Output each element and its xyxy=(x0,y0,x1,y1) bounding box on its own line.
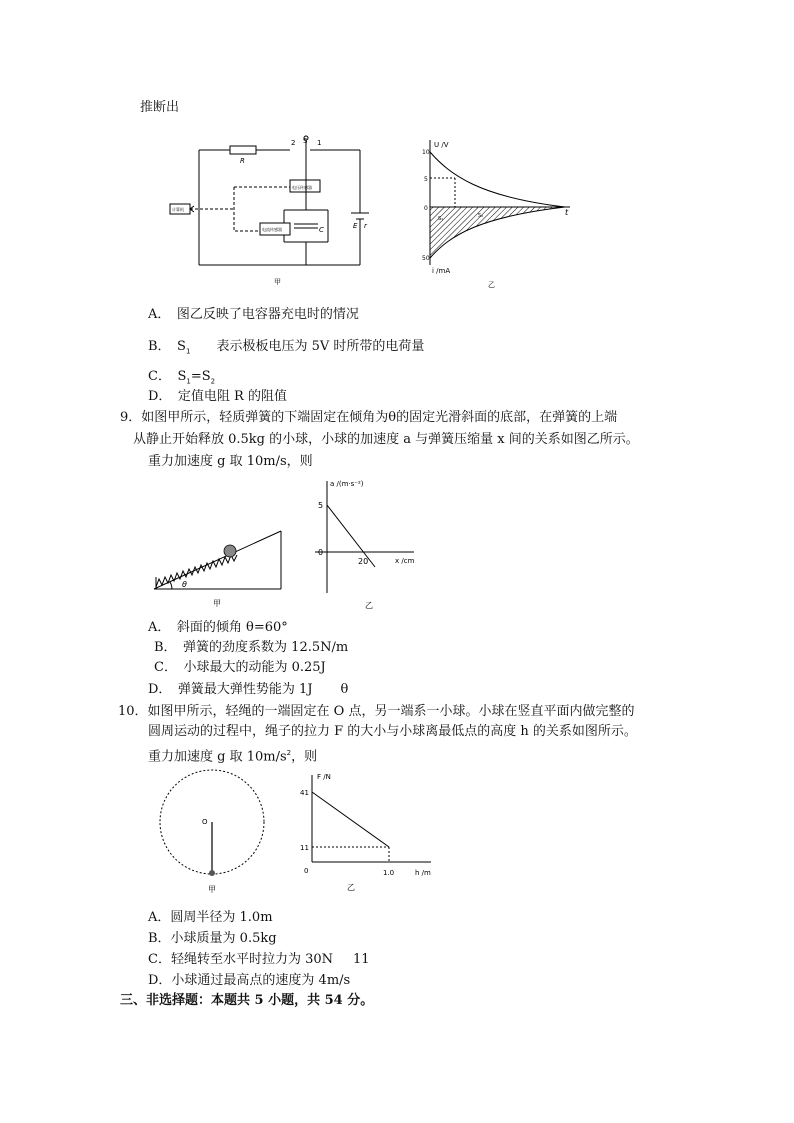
f-axis-label: F /N xyxy=(317,773,331,781)
computer-label: 计算机 xyxy=(172,207,184,212)
q10-option-d[interactable]: D．小球通过最高点的速度为 4m/s xyxy=(148,973,351,988)
q10-option-b[interactable]: B．小球质量为 0.5kg xyxy=(148,931,277,946)
o-point-label: O xyxy=(202,818,208,826)
q9-option-b[interactable]: B． 弹簧的劲度系数为 12.5N/m xyxy=(154,640,349,655)
s1-label: S₁ xyxy=(438,216,444,222)
voltage-sensor-label: 电压传感器 xyxy=(292,185,312,190)
caption-jia-1: 甲 xyxy=(274,278,281,286)
q8-option-d[interactable]: D． 定值电阻 R 的阻值 xyxy=(148,389,287,404)
f-tick-41: 41 xyxy=(300,789,309,797)
h-axis-label: h /m xyxy=(415,869,431,877)
q9-option-c[interactable]: C． 小球最大的动能为 0.25J xyxy=(154,660,326,675)
q10-stem-line3: 重力加速度 g 取 $10m/s^2$，则 xyxy=(148,749,318,765)
switch-pos1: 1 xyxy=(317,139,322,147)
q10-stem-line2: 圆周运动的过程中，绳子的拉力 F 的大小与小球离最低点的高度 h 的关系如图所示。 xyxy=(148,724,637,739)
q9-stem-line3: 重力加速度 g 取 10m/s，则 xyxy=(148,454,313,469)
q10-option-a[interactable]: A．圆周半径为 1.0m xyxy=(148,910,273,925)
i-axis-label: i /mA xyxy=(432,267,451,275)
q10-option-c[interactable]: C．轻绳转至水平时拉力为 30N 11 xyxy=(148,952,370,967)
intro-text: 推断出 xyxy=(140,100,180,115)
q9-stem-line2: 从静止开始释放 0.5kg 的小球，小球的加速度 a 与弹簧压缩量 x 间的关系如图乙所示。 xyxy=(133,432,639,447)
caption-jia-3: 甲 xyxy=(208,885,216,894)
u-tick-0: 0 xyxy=(424,205,428,212)
q8-option-b[interactable]: B． $S_1$ 表示极板电压为 5V 时所带的电荷量 xyxy=(148,339,425,356)
x-tick-20: 20 xyxy=(358,557,369,566)
t-axis-label: t xyxy=(565,208,569,217)
ui-graph xyxy=(420,135,580,295)
q9-option-a[interactable]: A． 斜面的倾角 θ=60° xyxy=(148,620,288,635)
a-tick-0: 0 xyxy=(318,548,324,557)
caption-jia-2: 甲 xyxy=(213,599,221,608)
q10-stem-line1: 10．如图甲所示，轻绳的一端固定在 O 点，另一端系一小球。小球在竖直平面内做完整的 xyxy=(118,704,635,719)
resistor-label: R xyxy=(240,157,245,165)
emf-label: E xyxy=(353,222,358,230)
switch-pos2: 2 xyxy=(291,139,296,147)
u-axis-label: U /V xyxy=(434,141,449,149)
u-tick-10: 10 xyxy=(422,149,430,156)
caption-yi-3: 乙 xyxy=(347,883,355,892)
a-tick-5: 5 xyxy=(318,501,324,510)
f-tick-11: 11 xyxy=(300,844,309,852)
i-tick-50: 50 xyxy=(422,255,430,262)
circuit-diagram xyxy=(170,130,370,290)
x-axis-label: x /cm xyxy=(395,557,415,565)
f-h-graph xyxy=(295,770,435,895)
a-axis-label: a /(m·s⁻²) xyxy=(330,480,364,488)
switch-label: S xyxy=(303,137,308,145)
h-tick-1: 1.0 xyxy=(383,869,395,877)
s2-label: S₂ xyxy=(478,213,484,219)
section-3-heading: 三、非选择题：本题共 5 小题，共 54 分。 xyxy=(120,993,374,1008)
h-tick-0: 0 xyxy=(304,867,309,875)
vertical-circle-figure xyxy=(152,767,272,897)
u-tick-5: 5 xyxy=(424,176,428,183)
incline-spring-figure xyxy=(148,475,288,615)
q8-option-a[interactable]: A． 图乙反映了电容器充电时的情况 xyxy=(148,307,359,322)
q9-stem-line1: 9．如图甲所示，轻质弹簧的下端固定在倾角为θ的固定光滑斜面的底部，在弹簧的上端 xyxy=(120,410,618,425)
theta-label: θ xyxy=(182,580,187,589)
q8-option-c[interactable]: C． $S_1=S_2$ xyxy=(148,369,216,386)
q9-option-d[interactable]: D． 弹簧最大弹性势能为 1J θ xyxy=(148,682,349,697)
internal-r-label: r xyxy=(364,222,367,230)
a-x-graph xyxy=(310,475,420,610)
caption-yi-1: 乙 xyxy=(488,281,495,289)
capacitor-label: C xyxy=(319,226,324,234)
caption-yi-2: 乙 xyxy=(365,601,373,610)
current-sensor-label: 电流传感器 xyxy=(262,227,282,232)
